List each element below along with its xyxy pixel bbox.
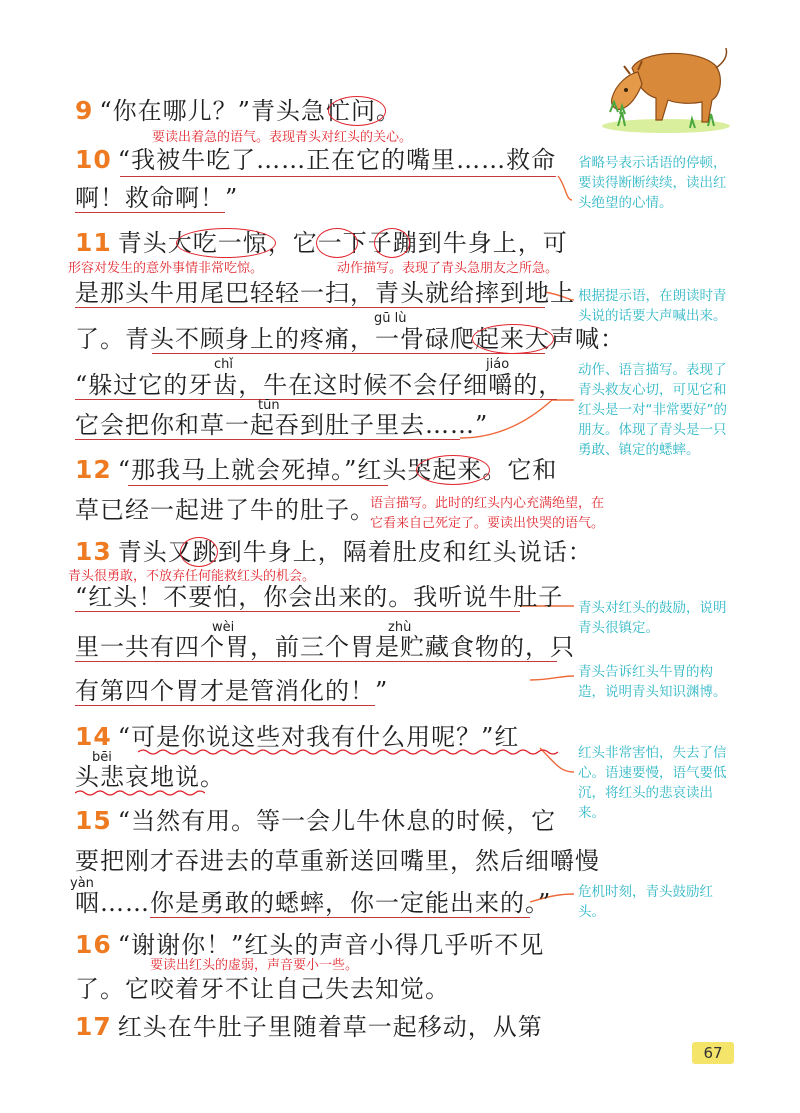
paragraph-17-line-1: 17 红头在牛肚子里随着草一起移动，从第 [75, 1012, 543, 1041]
paragraph-10-line-1: 10 “我被牛吃了……正在它的嘴里……救命 [75, 145, 557, 174]
paragraph-13-line-3: 里一共有四个胃，前三个胃是贮藏食物的，只 [75, 633, 575, 661]
circle-mark [416, 455, 490, 485]
paragraph-9-line-1: 9 “你在哪儿？”青头急忙问。 [75, 96, 401, 125]
paragraph-number: 16 [75, 930, 112, 959]
underline [75, 307, 545, 308]
paragraph-16-line-2: 了。它咬着牙不让自己失去知觉。 [75, 975, 450, 1003]
paragraph-12-line-1: 12 “那我马上就会死掉。”红头哭起来。它和 [75, 455, 558, 484]
paragraph-number: 13 [75, 537, 112, 566]
paragraph-number: 15 [75, 806, 112, 835]
circle-mark [328, 96, 386, 126]
pinyin-tun: tūn [258, 398, 280, 413]
paragraph-10-line-2: 啊！救命啊！” [75, 184, 239, 212]
circle-mark [180, 537, 218, 567]
pinyin-bei: bēi [92, 750, 112, 765]
side-note: 红头非常害怕，失去了信心。语速要慢，语气要低沉，将红头的悲哀读出来。 [578, 745, 727, 821]
underline [75, 661, 557, 662]
paragraph-14-line-2: 头悲哀地说。 [75, 763, 225, 791]
pinyin-gulu: gū lù [374, 311, 407, 326]
annotation-note: 它看来自己死定了。要读出快哭的语气。 [370, 516, 605, 531]
paragraph-number: 9 [75, 96, 94, 125]
annotation-note: 要读出红头的虚弱，声音要小一些。 [150, 958, 359, 973]
page-number: 67 [692, 1042, 734, 1064]
pinyin-jiao: jiáo [486, 357, 510, 372]
wavy-underline [75, 789, 205, 797]
annotation-note: 青头很勇敢，不放弃任何能救红头的机会。 [68, 569, 316, 584]
paragraph-15-line-3: 咽……你是勇敢的蟋蟀，你一定能出来的。” [75, 889, 552, 917]
side-note: 根据提示语，在朗读时青头说的话要大声喊出来。 [578, 288, 727, 324]
wavy-underline [138, 748, 558, 756]
paragraph-13-line-1: 13 青头又跳到牛身上，隔着肚皮和红头说话： [75, 537, 593, 566]
annotation-note: 动作描写。表现了青头急朋友之所急。 [337, 261, 559, 276]
circle-mark [316, 228, 358, 258]
paragraph-11-line-1: 11 青头大吃一惊，它一下子蹦到牛身上，可 [75, 228, 568, 257]
circle-mark [472, 324, 554, 354]
circle-mark [176, 228, 276, 258]
pinyin-chi: chǐ [214, 357, 233, 372]
underline [120, 176, 556, 177]
underline [75, 439, 460, 440]
side-note: 青头告诉红头牛胃的构造，说明青头知识渊博。 [578, 664, 727, 700]
paragraph-number: 14 [75, 722, 112, 751]
paragraph-13-line-4: 有第四个胃才是管消化的！” [75, 677, 389, 705]
side-note: 省略号表示话语的停顿，要读得断断续续，读出红头绝望的心情。 [578, 155, 727, 211]
pinyin-zhu: zhù [388, 620, 412, 635]
underline [75, 212, 225, 213]
paragraph-15-line-1: 15 “当然有用。等一会儿牛休息的时候，它 [75, 806, 557, 835]
side-note: 危机时刻，青头鼓励红头。 [578, 884, 713, 920]
paragraph-15-line-2: 要把刚才吞进去的草重新送回嘴里，然后细嚼慢 [75, 847, 600, 875]
annotation-note: 语言描写。此时的红头内心充满绝望，在 [370, 496, 605, 511]
paragraph-14-line-1: 14 “可是你说这些对我有什么用呢？”红 [75, 722, 520, 751]
paragraph-number: 12 [75, 455, 112, 484]
paragraph-16-line-1: 16 “谢谢你！”红头的声音小得几乎听不见 [75, 930, 545, 959]
underline [75, 705, 375, 706]
paragraph-13-line-2: “红头！不要怕，你会出来的。我听说牛肚子 [75, 583, 564, 611]
paragraph-11-line-5: 它会把你和草一起吞到肚子里去……” [75, 411, 489, 439]
paragraph-11-line-3: 了。青头不顾身上的疼痛，一骨碌爬起来大声喊： [75, 325, 625, 353]
underline [75, 611, 520, 612]
underline [150, 917, 530, 918]
pinyin-yan: yàn [70, 876, 94, 891]
paragraph-11-line-2: 是那头牛用尾巴轻轻一扫，青头就给摔到地上 [75, 279, 575, 307]
side-note: 动作、语言描写。表现了青头救友心切，可见它和红头是一对“非常要好”的朋友。体现了青头是一只勇敢、镇定的蟋蟀。 [578, 362, 727, 458]
paragraph-number: 10 [75, 145, 112, 174]
annotation-note: 形容对发生的意外事情非常吃惊。 [68, 261, 264, 276]
underline [152, 353, 545, 354]
pinyin-wei: wèi [212, 620, 235, 635]
underline [128, 485, 388, 486]
paragraph-number: 11 [75, 228, 112, 257]
paragraph-12-line-2: 草已经一起进了牛的肚子。 [75, 496, 375, 524]
circle-mark [374, 228, 410, 258]
underline [75, 399, 557, 400]
paragraph-11-line-4: “躲过它的牙齿，牛在这时候不会仔细嚼的， [75, 371, 564, 399]
annotation-note: 要读出着急的语气。表现青头对红头的关心。 [152, 130, 413, 145]
paragraph-number: 17 [75, 1012, 112, 1041]
side-note: 青头对红头的鼓励，说明青头很镇定。 [578, 600, 727, 636]
